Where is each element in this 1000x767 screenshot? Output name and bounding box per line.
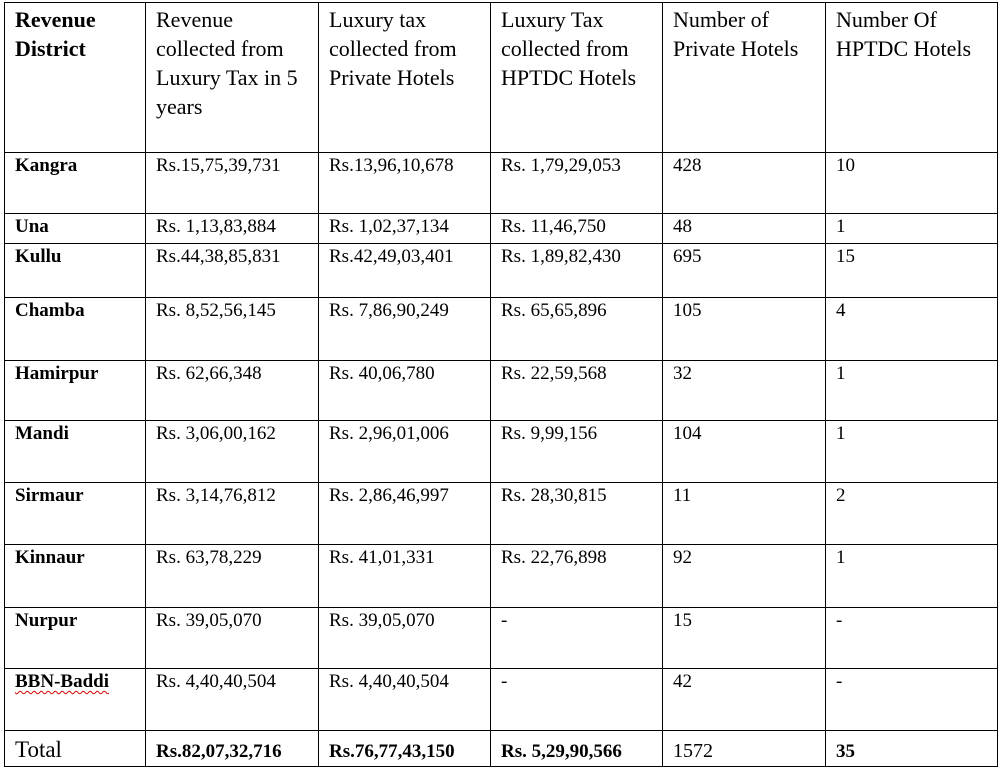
district-name: Una bbox=[15, 216, 49, 237]
hptdc-tax-cell: Rs. 22,76,898 bbox=[491, 545, 663, 608]
private-hotels-cell: 32 bbox=[663, 361, 826, 421]
table-row bbox=[5, 153, 998, 214]
private-hotels-cell: 48 bbox=[663, 214, 826, 244]
revenue-total-cell: Rs. 3,14,76,812 bbox=[146, 483, 319, 545]
header-cell: Number Of HPTDC Hotels bbox=[826, 3, 998, 153]
hptdc-hotels-cell: 15 bbox=[826, 244, 998, 298]
revenue-total-cell: Rs.44,38,85,831 bbox=[146, 244, 319, 298]
private-tax-cell: Rs. 2,86,46,997 bbox=[319, 483, 491, 545]
district-cell bbox=[5, 421, 146, 483]
total-label: Total bbox=[5, 731, 146, 767]
hptdc-hotels-cell: 1 bbox=[826, 421, 998, 483]
private-tax-cell: Rs. 2,96,01,006 bbox=[319, 421, 491, 483]
district-name: Hamirpur bbox=[15, 363, 99, 384]
private-tax-cell: Rs. 39,05,070 bbox=[319, 608, 491, 669]
district-cell bbox=[5, 244, 146, 298]
hptdc-hotels-cell: 1 bbox=[826, 214, 998, 244]
district-cell bbox=[5, 214, 146, 244]
hptdc-tax-cell: Rs. 11,46,750 bbox=[491, 214, 663, 244]
revenue-total-cell: Rs. 4,40,40,504 bbox=[146, 669, 319, 731]
private-tax-cell: Rs. 41,01,331 bbox=[319, 545, 491, 608]
table-row bbox=[5, 298, 998, 361]
table-row bbox=[5, 545, 998, 608]
revenue-total-cell: Rs. 3,06,00,162 bbox=[146, 421, 319, 483]
table-row bbox=[5, 421, 998, 483]
header-row bbox=[5, 3, 998, 153]
district-name: Kullu bbox=[15, 246, 62, 267]
hptdc-tax-cell: Rs. 1,89,82,430 bbox=[491, 244, 663, 298]
revenue-total-cell: Rs.15,75,39,731 bbox=[146, 153, 319, 214]
hptdc-hotels-cell: 2 bbox=[826, 483, 998, 545]
header-cell: Luxury Tax collected from HPTDC Hotels bbox=[491, 3, 663, 153]
total-hptdc-hotels: 35 bbox=[826, 731, 998, 767]
private-hotels-cell: 15 bbox=[663, 608, 826, 669]
private-tax-cell: Rs. 40,06,780 bbox=[319, 361, 491, 421]
revenue-total-cell: Rs. 39,05,070 bbox=[146, 608, 319, 669]
district-cell bbox=[5, 608, 146, 669]
header-cell: Number of Private Hotels bbox=[663, 3, 826, 153]
total-private-tax: Rs.76,77,43,150 bbox=[319, 731, 491, 767]
hptdc-tax-cell: Rs. 28,30,815 bbox=[491, 483, 663, 545]
district-cell bbox=[5, 545, 146, 608]
district-cell bbox=[5, 153, 146, 214]
hptdc-tax-cell: - bbox=[491, 669, 663, 731]
revenue-total-cell: Rs. 62,66,348 bbox=[146, 361, 319, 421]
hptdc-hotels-cell: 1 bbox=[826, 545, 998, 608]
private-tax-cell: Rs.13,96,10,678 bbox=[319, 153, 491, 214]
district-cell bbox=[5, 669, 146, 731]
hptdc-tax-cell: Rs. 65,65,896 bbox=[491, 298, 663, 361]
hptdc-tax-cell: Rs. 9,99,156 bbox=[491, 421, 663, 483]
district-name: Mandi bbox=[15, 423, 69, 444]
private-tax-cell: Rs. 4,40,40,504 bbox=[319, 669, 491, 731]
table-row bbox=[5, 361, 998, 421]
hptdc-hotels-cell: 4 bbox=[826, 298, 998, 361]
private-tax-cell: Rs.42,49,03,401 bbox=[319, 244, 491, 298]
district-name: Chamba bbox=[15, 300, 85, 321]
district-name: Sirmaur bbox=[15, 485, 84, 506]
hptdc-hotels-cell: - bbox=[826, 608, 998, 669]
private-tax-cell: Rs. 1,02,37,134 bbox=[319, 214, 491, 244]
hptdc-tax-cell: Rs. 1,79,29,053 bbox=[491, 153, 663, 214]
total-hptdc-tax: Rs. 5,29,90,566 bbox=[491, 731, 663, 767]
total-row bbox=[5, 731, 998, 767]
district-cell bbox=[5, 361, 146, 421]
table-row bbox=[5, 483, 998, 545]
header-cell: Revenue collected from Luxury Tax in 5 years bbox=[146, 3, 319, 153]
private-hotels-cell: 92 bbox=[663, 545, 826, 608]
district-name: Kangra bbox=[15, 155, 78, 176]
private-hotels-cell: 11 bbox=[663, 483, 826, 545]
hptdc-hotels-cell: 1 bbox=[826, 361, 998, 421]
table-row bbox=[5, 214, 998, 244]
private-hotels-cell: 428 bbox=[663, 153, 826, 214]
hptdc-tax-cell: Rs. 22,59,568 bbox=[491, 361, 663, 421]
private-hotels-cell: 42 bbox=[663, 669, 826, 731]
table-row bbox=[5, 244, 998, 298]
hptdc-tax-cell: - bbox=[491, 608, 663, 669]
table-row bbox=[5, 669, 998, 731]
district-name: Kinnaur bbox=[15, 547, 85, 568]
table-row bbox=[5, 608, 998, 669]
private-hotels-cell: 104 bbox=[663, 421, 826, 483]
revenue-total-cell: Rs. 8,52,56,145 bbox=[146, 298, 319, 361]
luxury-tax-table bbox=[4, 2, 998, 767]
private-tax-cell: Rs. 7,86,90,249 bbox=[319, 298, 491, 361]
header-cell: Revenue District bbox=[5, 3, 146, 153]
hptdc-hotels-cell: - bbox=[826, 669, 998, 731]
header-cell: Luxury tax collected from Private Hotels bbox=[319, 3, 491, 153]
district-cell bbox=[5, 483, 146, 545]
revenue-total-cell: Rs. 1,13,83,884 bbox=[146, 214, 319, 244]
district-cell bbox=[5, 298, 146, 361]
revenue-total-cell: Rs. 63,78,229 bbox=[146, 545, 319, 608]
district-name: Nurpur bbox=[15, 610, 78, 631]
private-hotels-cell: 105 bbox=[663, 298, 826, 361]
district-name: BBN-Baddi bbox=[15, 671, 109, 692]
total-revenue: Rs.82,07,32,716 bbox=[146, 731, 319, 767]
private-hotels-cell: 695 bbox=[663, 244, 826, 298]
hptdc-hotels-cell: 10 bbox=[826, 153, 998, 214]
total-private-hotels: 1572 bbox=[663, 731, 826, 767]
